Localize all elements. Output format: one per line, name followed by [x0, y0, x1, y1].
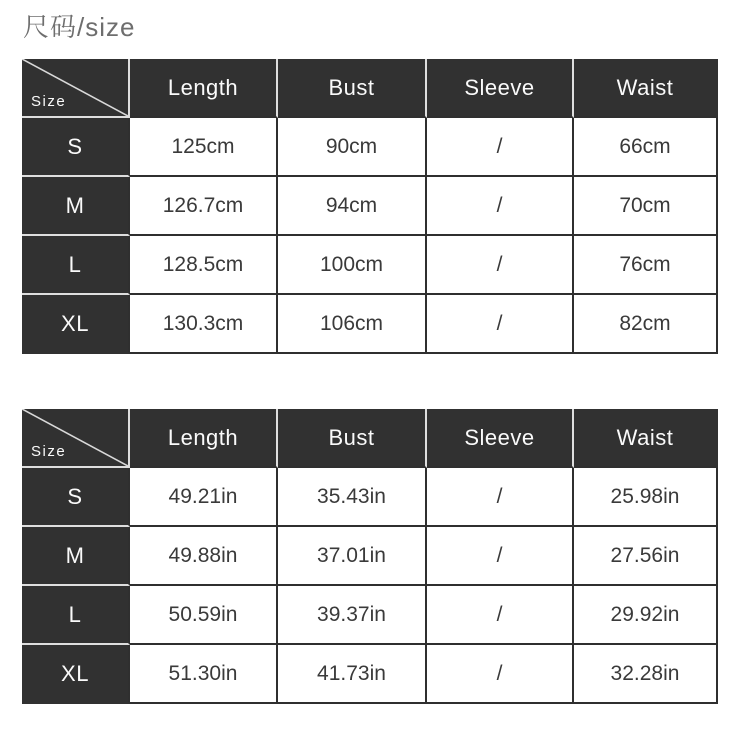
value-cell: 94cm — [278, 177, 427, 236]
table-row — [22, 118, 718, 177]
header-row — [22, 409, 718, 468]
value-cell: 82cm — [574, 295, 718, 354]
value-cell: 32.28in — [574, 645, 718, 704]
size-cell: L — [22, 236, 130, 295]
corner-size-header — [22, 409, 130, 468]
value-cell: / — [427, 645, 574, 704]
value-cell: / — [427, 468, 574, 527]
value-cell: 35.43in — [278, 468, 427, 527]
header-cell-sleeve: Sleeve — [427, 59, 574, 118]
table-row — [22, 645, 718, 704]
corner-size-label: Size — [31, 443, 67, 460]
value-cell: 50.59in — [130, 586, 278, 645]
value-cell: 25.98in — [574, 468, 718, 527]
value-cell: 27.56in — [574, 527, 718, 586]
value-cell: 106cm — [278, 295, 427, 354]
value-cell: / — [427, 177, 574, 236]
table-row — [22, 586, 718, 645]
value-cell: 100cm — [278, 236, 427, 295]
corner-size-header — [22, 59, 130, 118]
size-cell: M — [22, 527, 130, 586]
value-cell: 130.3cm — [130, 295, 278, 354]
size-table-inches — [22, 409, 718, 704]
size-cell: M — [22, 177, 130, 236]
value-cell: 66cm — [574, 118, 718, 177]
value-cell: / — [427, 527, 574, 586]
value-cell: / — [427, 295, 574, 354]
value-cell: 90cm — [278, 118, 427, 177]
value-cell: 125cm — [130, 118, 278, 177]
size-cell: S — [22, 118, 130, 177]
table-row — [22, 527, 718, 586]
table-row — [22, 468, 718, 527]
table-row — [22, 295, 718, 354]
header-cell-length: Length — [130, 59, 278, 118]
value-cell: 51.30in — [130, 645, 278, 704]
header-row — [22, 59, 718, 118]
table-row — [22, 177, 718, 236]
value-cell: 41.73in — [278, 645, 427, 704]
header-cell-bust: Bust — [278, 59, 427, 118]
size-cell: XL — [22, 295, 130, 354]
size-cell: XL — [22, 645, 130, 704]
value-cell: 128.5cm — [130, 236, 278, 295]
value-cell: 70cm — [574, 177, 718, 236]
value-cell: / — [427, 118, 574, 177]
header-cell-waist: Waist — [574, 409, 718, 468]
size-cell: S — [22, 468, 130, 527]
header-cell-length: Length — [130, 409, 278, 468]
value-cell: / — [427, 586, 574, 645]
value-cell: 49.88in — [130, 527, 278, 586]
header-cell-waist: Waist — [574, 59, 718, 118]
size-table-cm — [22, 59, 718, 354]
page-title: 尺码/size — [23, 12, 136, 42]
value-cell: 49.21in — [130, 468, 278, 527]
header-cell-sleeve: Sleeve — [427, 409, 574, 468]
value-cell: 126.7cm — [130, 177, 278, 236]
size-cell: L — [22, 586, 130, 645]
corner-size-label: Size — [31, 93, 67, 110]
value-cell: 76cm — [574, 236, 718, 295]
value-cell: 29.92in — [574, 586, 718, 645]
value-cell: 37.01in — [278, 527, 427, 586]
value-cell: / — [427, 236, 574, 295]
value-cell: 39.37in — [278, 586, 427, 645]
header-cell-bust: Bust — [278, 409, 427, 468]
table-row — [22, 236, 718, 295]
